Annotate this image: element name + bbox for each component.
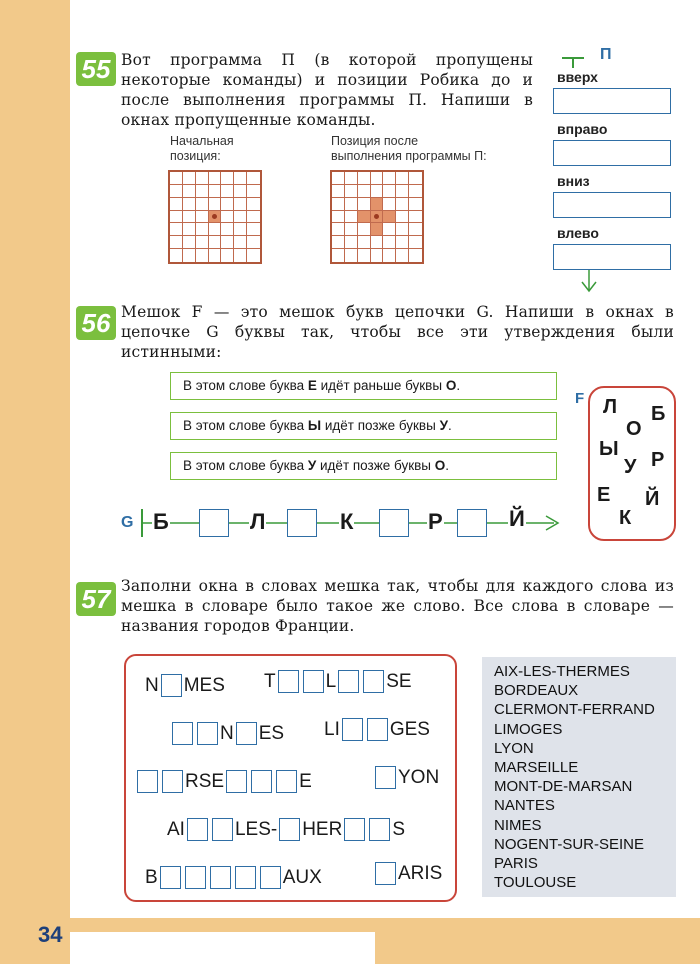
grid-cell (345, 223, 358, 236)
grid-cell (396, 185, 409, 198)
grid-cell (170, 223, 183, 236)
grid-cell (234, 172, 247, 185)
bag-word-7: AI LES- HER S (167, 819, 406, 840)
bag-word-4: LI GES (324, 719, 430, 740)
grid-cell (383, 172, 396, 185)
letter-box[interactable] (172, 722, 193, 745)
grid-cell (196, 172, 209, 185)
letter-box[interactable] (185, 866, 206, 889)
grid-cell (234, 185, 247, 198)
grid-cell (170, 185, 183, 198)
command-left: влево (557, 225, 599, 241)
grid-cell (371, 236, 384, 249)
grid-cell (170, 236, 183, 249)
chain-box-2[interactable] (287, 509, 317, 537)
chain-letter-1: Б (153, 509, 169, 534)
grid-cell (183, 223, 196, 236)
grid-cell (383, 249, 396, 262)
command-box-3[interactable] (553, 192, 671, 218)
bag-word-6: YON (373, 766, 439, 789)
grid-cell (332, 198, 345, 211)
grid-cell (409, 185, 422, 198)
city-item: CLERMONT-FERRAND (494, 701, 655, 719)
grid-cell (383, 185, 396, 198)
task-55-badge: 55 (76, 52, 116, 86)
grid-cell (247, 223, 260, 236)
statement-3: В этом слове буква У идёт позже буквы О. (170, 452, 557, 480)
statement-1: В этом слове буква Е идёт раньше буквы О. (170, 372, 557, 400)
task-57-text: Заполни окна в словах мешка так, чтобы для каждого слова из мешка в словаре было такое же слово. Все слова в словаре — названия городов Франции. (121, 577, 674, 635)
grid-cell (371, 223, 384, 236)
chain-letter-5: Й (509, 506, 525, 531)
grid-cell (358, 249, 371, 262)
start-position-grid (168, 170, 262, 264)
grid-cell (383, 236, 396, 249)
letter-box[interactable] (212, 818, 233, 841)
bag-letter-6: Р (651, 449, 665, 471)
letter-box[interactable] (161, 674, 182, 697)
city-item: MONT-DE-MARSAN (494, 778, 633, 796)
command-right: вправо (557, 121, 608, 137)
bag-letter-8: Й (645, 488, 660, 510)
grid-cell (383, 198, 396, 211)
grid-cell (170, 249, 183, 262)
grid-cell (196, 211, 209, 224)
city-dictionary (482, 657, 676, 897)
robot-position (209, 211, 222, 224)
grid-cell (396, 211, 409, 224)
letter-box[interactable] (210, 866, 231, 889)
letter-box[interactable] (236, 722, 257, 745)
city-item: LYON (494, 739, 534, 757)
end-position-label: Позиция после выполнения программы П: (331, 134, 487, 163)
grid-cell (332, 172, 345, 185)
letter-box[interactable] (197, 722, 218, 745)
grid-cell (247, 185, 260, 198)
bag-letter-5: У (624, 456, 637, 478)
grid-cell (409, 198, 422, 211)
grid-cell (345, 172, 358, 185)
grid-cell (396, 236, 409, 249)
city-item: PARIS (494, 855, 538, 873)
task-57-badge: 57 (76, 582, 116, 616)
bag-word-2: T L SE (264, 671, 412, 692)
grid-cell (221, 236, 234, 249)
grid-cell (383, 211, 396, 224)
grid-cell (371, 249, 384, 262)
bag-letter-7: Е (597, 484, 611, 506)
grid-cell (345, 211, 358, 224)
letter-box[interactable] (251, 770, 272, 793)
bag-letter-3: О (626, 418, 642, 440)
grid-cell (358, 211, 371, 224)
grid-cell (234, 211, 247, 224)
grid-cell (383, 223, 396, 236)
grid-cell (247, 211, 260, 224)
command-box-1[interactable] (553, 88, 671, 114)
bag-letter-1: Л (603, 396, 618, 418)
grid-cell (183, 211, 196, 224)
page-footer-gap (70, 932, 375, 964)
bag-letter-9: К (619, 507, 632, 529)
command-up: вверх (557, 69, 598, 85)
letter-box[interactable] (260, 866, 281, 889)
grid-cell (345, 249, 358, 262)
statement-2: В этом слове буква Ы идёт позже буквы У. (170, 412, 557, 440)
grid-cell (247, 172, 260, 185)
letter-box[interactable] (369, 818, 390, 841)
chain-name: G (121, 514, 134, 531)
grid-cell (332, 211, 345, 224)
grid-cell (247, 249, 260, 262)
grid-cell (247, 236, 260, 249)
grid-cell (358, 198, 371, 211)
grid-cell (409, 249, 422, 262)
grid-cell (183, 198, 196, 211)
letter-box[interactable] (367, 718, 388, 741)
page-margin-lower (0, 490, 50, 964)
letter-box[interactable] (276, 770, 297, 793)
city-item: MARSEILLE (494, 759, 579, 777)
program-start-marker (560, 44, 600, 68)
grid-cell (332, 223, 345, 236)
letter-box[interactable] (342, 718, 363, 741)
grid-cell (409, 223, 422, 236)
city-list (482, 657, 676, 892)
grid-cell (409, 211, 422, 224)
grid-cell (183, 172, 196, 185)
bag-name: F (575, 390, 585, 407)
grid-cell (209, 172, 222, 185)
letter-box[interactable] (279, 818, 300, 841)
grid-cell (396, 198, 409, 211)
grid-cell (396, 223, 409, 236)
city-item: TOULOUSE (494, 874, 577, 892)
task-56-text: Мешок F — это мешок букв цепочки G. Напиши в окнах в цепочке G буквы так, чтобы все эти утверждения были истинными: (121, 303, 674, 361)
city-item: AIX-LES-THERMES (494, 663, 630, 680)
bag-word-5: RSE E (135, 770, 312, 793)
bag-word-9: ARIS (373, 862, 442, 885)
chain-box-1[interactable] (199, 509, 229, 537)
grid-cell (196, 249, 209, 262)
end-position-grid (330, 170, 424, 264)
grid-cell (170, 198, 183, 211)
grid-cell (221, 249, 234, 262)
letter-box[interactable] (226, 770, 247, 793)
task-55-text: Вот программа П (в которой пропущены некоторые команды) и позиции Робика до и после выполнения программы П. Напиши в окнах пропущенные команды. (121, 51, 533, 129)
grid-cell (332, 249, 345, 262)
letter-box[interactable] (160, 866, 181, 889)
page-number: 34 (38, 922, 63, 947)
letter-box[interactable] (187, 818, 208, 841)
bag-word-3: N ES (170, 722, 284, 745)
grid-cell (170, 172, 183, 185)
grid-cell (234, 198, 247, 211)
grid-cell (371, 198, 384, 211)
letter-box[interactable] (137, 770, 158, 793)
grid-cell (358, 223, 371, 236)
chain-box-4[interactable] (457, 509, 487, 537)
grid-cell (221, 198, 234, 211)
chain-letter-4: Р (428, 509, 443, 534)
grid-cell (221, 172, 234, 185)
grid-cell (221, 185, 234, 198)
letter-box[interactable] (375, 862, 396, 885)
start-position-label: Начальная позиция: (170, 134, 234, 163)
grid-cell (196, 223, 209, 236)
grid-cell (196, 236, 209, 249)
grid-cell (371, 185, 384, 198)
program-name: П (600, 46, 612, 63)
grid-cell (221, 211, 234, 224)
grid-cell (170, 211, 183, 224)
grid-cell (409, 172, 422, 185)
city-item: LIMOGES (494, 720, 563, 738)
grid-cell (234, 223, 247, 236)
bag-word-8: B AUX (145, 867, 322, 888)
letter-box[interactable] (278, 670, 299, 693)
grid-cell (371, 172, 384, 185)
grid-cell (396, 172, 409, 185)
chain-letter-3: К (340, 509, 354, 534)
grid-cell (183, 185, 196, 198)
grid-cell (196, 198, 209, 211)
letter-box[interactable] (162, 770, 183, 793)
bag-letter-2: Б (651, 403, 666, 425)
city-item: BORDEAUX (494, 682, 579, 700)
grid-cell (345, 198, 358, 211)
grid-cell (332, 185, 345, 198)
grid-cell (345, 236, 358, 249)
bag-letter-4: Ы (599, 438, 619, 460)
city-item: NOGENT-SUR-SEINE (494, 835, 645, 853)
grid-cell (183, 236, 196, 249)
grid-cell (196, 185, 209, 198)
command-box-2[interactable] (553, 140, 671, 166)
city-item: NIMES (494, 816, 542, 834)
grid-cell (409, 236, 422, 249)
grid-cell (221, 223, 234, 236)
grid-cell (345, 185, 358, 198)
grid-cell (209, 185, 222, 198)
chain-box-3[interactable] (379, 509, 409, 537)
grid-cell (209, 236, 222, 249)
grid-cell (234, 249, 247, 262)
program-end-arrow-icon (578, 270, 600, 294)
grid-cell (358, 172, 371, 185)
grid-cell (332, 236, 345, 249)
command-down: вниз (557, 173, 590, 189)
bag-word-1: N MES (145, 675, 225, 696)
grid-cell (209, 249, 222, 262)
task-56-badge: 56 (76, 306, 116, 340)
grid-cell (209, 223, 222, 236)
letter-box[interactable] (235, 866, 256, 889)
letter-box[interactable] (303, 670, 324, 693)
grid-cell (209, 198, 222, 211)
grid-cell (358, 185, 371, 198)
robot-position (371, 211, 384, 224)
letter-box[interactable] (375, 766, 396, 789)
command-box-4[interactable] (553, 244, 671, 270)
grid-cell (247, 198, 260, 211)
grid-cell (234, 236, 247, 249)
chain-letter-2: Л (250, 509, 266, 534)
city-item: NANTES (494, 797, 555, 815)
letter-box[interactable] (363, 670, 384, 693)
grid-cell (396, 249, 409, 262)
grid-cell (358, 236, 371, 249)
letter-box[interactable] (344, 818, 365, 841)
letter-box[interactable] (338, 670, 359, 693)
grid-cell (183, 249, 196, 262)
